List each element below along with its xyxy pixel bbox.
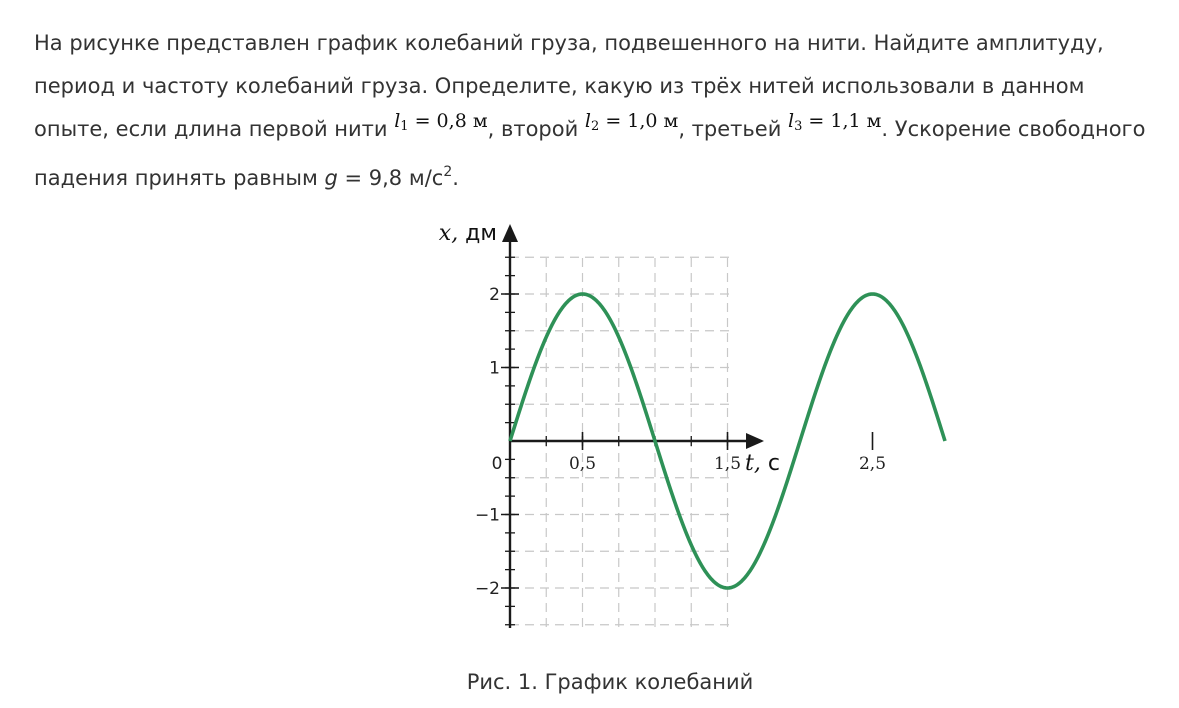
- x-axis-arrow: [746, 433, 764, 449]
- l2-formula: $l_2 = 1,0$ м: [584, 110, 679, 134]
- l1-formula: $l_1 = 0,8$ м: [394, 110, 488, 134]
- g-formula: g = 9,8 $м/с^2$: [324, 164, 453, 190]
- y-tick-label: −1: [474, 505, 500, 526]
- x-tick-label: 1,5: [713, 454, 742, 474]
- y-tick-label: −2: [474, 579, 500, 599]
- x-axis-label: t, с: [745, 451, 780, 476]
- x-tick-label: 2,5: [858, 454, 887, 474]
- figure-caption: Рис. 1. График колебаний: [466, 670, 754, 694]
- y-axis-label: x, дм: [438, 221, 497, 246]
- problem-text: На рисунке представлен график колебаний груза, подвешенного на нити. Найдите амплитуду, период и частоту колебаний груза. Определите, какую из трёх нитей использовали в данном опыте, если длина первой нити $l_1 = 0,8$ м, второй $l_2 = 1,0$ м, третьей $l_3 = 1,1$ м. Ускорение свободного падения принять равным g = 9,8 $м/с^2$.: [34, 31, 1146, 190]
- problem-text-part: На рисунке представлен график колебаний груза, подвешенного на нити. Найдите амплитуду, период и частоту колебаний груза. Определите, какую из трёх нитей использовали в данном опыте, если длина первой нити: [34, 31, 1104, 141]
- grid: [510, 257, 733, 628]
- y-axis-arrow: [502, 224, 518, 242]
- x-tick-label: 0,5: [568, 454, 597, 474]
- origin-label: 0: [491, 454, 503, 474]
- y-tick-label: 1: [489, 358, 500, 379]
- y-tick-label: 2: [489, 285, 500, 305]
- l3-formula: $l_3 = 1,1$ м: [788, 110, 882, 134]
